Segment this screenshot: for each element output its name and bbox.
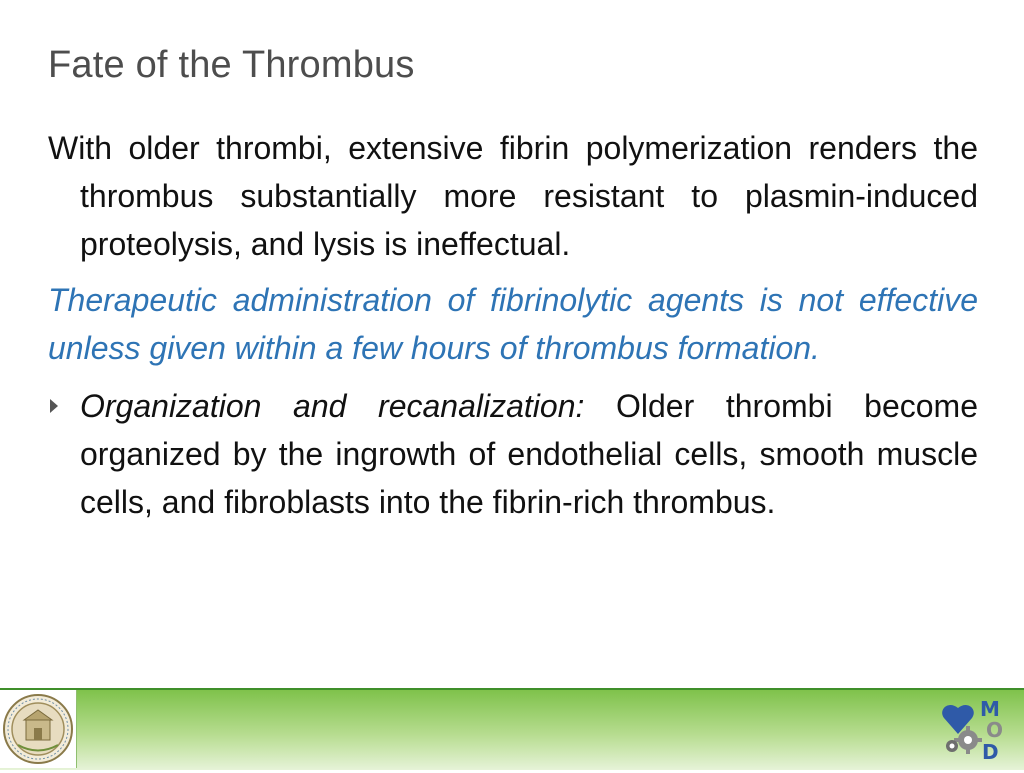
slide-body [48,124,978,534]
svg-text:O: O [986,718,1004,742]
paragraph-therapeutic: Therapeutic administration of fibrinolytic agents is not effective unless given within a few hours of thrombus formation. [48,282,978,366]
bullet-lead: Organization and recanalization: [80,388,585,424]
triangle-bullet-icon [50,399,58,413]
footer-bar [0,688,1024,770]
svg-text:M: M [980,697,1000,721]
bullet-organization [48,382,978,526]
university-seal-icon [0,690,77,768]
paragraph-older-thrombi: With older thrombi, extensive fibrin polymerization renders the thrombus substantially more resistant to plasmin-induced proteolysis, and lysis is ineffectual. [48,130,978,262]
svg-text:D: D [982,740,999,762]
slide-title: Fate of the Thrombus [48,44,415,86]
bullet-text: Older thrombi become organized by the ingrowth of endothelial cells, smooth muscle cells, and fibroblasts into the fibrin-rich thrombus. [80,388,979,520]
mod-logo-icon [936,696,1012,762]
